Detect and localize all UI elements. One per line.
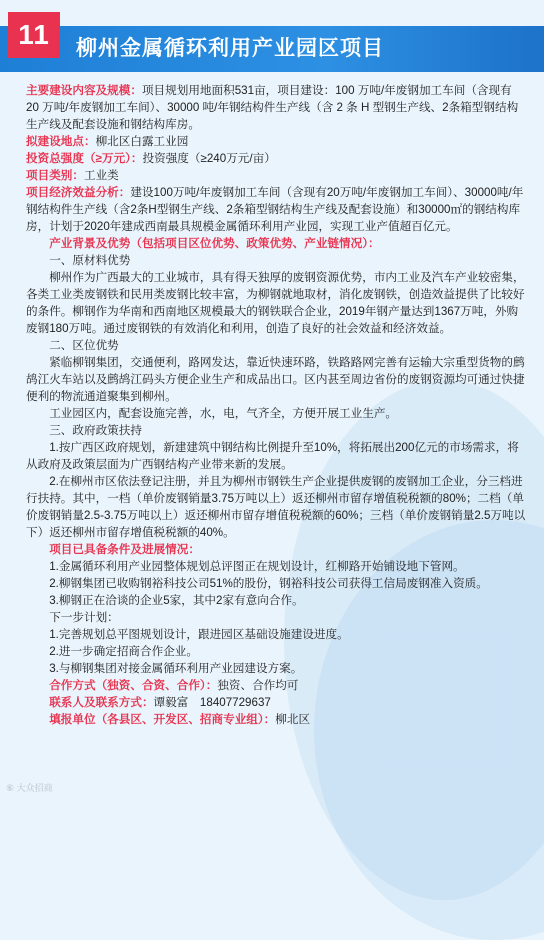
plan-item: 1.完善规划总平图规划设计，跟进园区基础设施建设进度。 [49,628,349,641]
location [26,133,526,150]
cooperation-text: 独资、合作均可 [217,679,299,692]
contact [26,694,526,711]
benefit-label: 项目经济效益分析： [26,186,131,199]
category-text: 工业类 [83,169,119,182]
section-3-title: 三、政府政策扶持 [49,424,142,437]
section-3-policy-2: 2.在柳州市区依法登记注册，并且为柳州市钢铁生产企业提供废钢的废钢加工企业，分三档进行扶持。其中，一档（单价废钢销量3.75万吨以上）返还柳州市留存增值税税额的80%；二档（单价废钢销量2.5-3.75万吨以上）返还柳州市留存增值税税额的60%；三档（单价废钢销量2.5万吨以下）返还柳州市留存增值税税额的40%。 [26,475,526,539]
background-label: 产业背景及优势（包括项目区位优势、政策优势、产业链情况）： [49,237,380,250]
plan-item: 3.与柳钢集团对接金属循环利用产业园建设方案。 [49,662,303,675]
page-title: 柳州金属循环利用产业园区项目 [76,37,384,60]
location-label: 拟建设地点： [26,135,96,148]
plan-item: 2.进一步确定招商合作企业。 [49,645,198,658]
intensity-text: 投资强度（≥240万元/亩） [142,152,276,165]
unit-text: 柳北区 [275,713,311,726]
project-category [26,167,526,184]
investment-intensity [26,150,526,167]
construction-scale-label: 主要建设内容及规模： [26,84,142,97]
project-content [26,82,526,728]
construction-scale-text: 项目规划用地面积531亩，项目建设：100 万吨/年废钢加工车间（含现有 20 万吨/年废钢加工车间）、30000 吨/年钢结构件生产线（含 2 条 H 型钢生产线、2条箱型钢结构生产线及配套设施和钢结构库房。 [26,84,519,131]
section-2-text: 紧临柳钢集团，交通便利，路网发达，靠近快速环路，铁路路网完善有运输大宗重型货物的鹧鸪江火车站以及鹧鸪江码头方便企业生产和成品出口。区内甚至周边省份的废钢资源均可通过快捷便利的物流通道聚集到柳州。 [26,356,525,403]
reporting-unit [26,711,526,728]
benefit-text: 建设100万吨/年废钢加工车间（含现有20万吨/年废钢加工车间）、30000吨/年钢结构件生产线（含2条H型钢生产线、2条箱型钢结构生产线及配套设施）和30000㎡的钢结构库房，计划于2020年建成西南最具规模金属循环利用产业园，实现工业产值超百亿元。 [26,186,524,233]
unit-label: 填报单位（各县区、开发区、招商专业组）： [49,713,276,726]
progress-label: 项目已具备条件及进展情况： [49,543,200,556]
contact-label: 联系人及联系方式： [49,696,154,709]
cooperation-mode [26,677,526,694]
section-3-policy-1: 1.按广西区政府规划，新建建筑中钢结构比例提升至10%，将拓展出200亿元的市场需求，将从政府及政策层面为广西钢结构产业带来新的发展。 [26,441,519,471]
section-1-text: 柳州作为广西最大的工业城市，具有得天独厚的废钢资源优势，市内工业及汽车产业较密集，各类工业类废钢铁和民用类废钢比较丰富，为柳钢就地取材，消化废钢铁，创造效益提供了比较好的条件。柳钢作为华南和西南地区规模最大的钢铁联合企业，2019年钢产量达到1367万吨，外购废钢180万吨。通过废钢铁的有效消化和利用，创造了良好的社会效益和经济效益。 [26,271,525,335]
section-2-title: 二、区位优势 [49,339,119,352]
location-text: 柳北区白露工业园 [95,135,189,148]
project-number-badge: 11 [8,12,60,58]
contact-text: 谭毅富 18407729637 [153,696,271,709]
plan-title: 下一步计划： [49,611,119,624]
section-1-title: 一、原材料优势 [49,254,131,267]
watermark: ⑥ 大众招商 [6,783,53,793]
construction-scale [26,82,526,133]
section-2-text-2: 工业园区内，配套设施完善，水，电，气齐全，方便开展工业生产。 [49,407,398,420]
cooperation-label: 合作方式（独资、合资、合作）： [49,679,218,692]
progress-item: 3.柳钢正在洽谈的企业5家，其中2家有意向合作。 [49,594,304,607]
economic-benefit [26,184,526,235]
progress-item: 1.金属循环利用产业园整体规划总评图正在规划设计，红柳路开始铺设地下管网。 [49,560,465,573]
progress-item: 2.柳钢集团已收购钢裕科技公司51%的股份，钢裕科技公司获得工信局废钢准入资质。 [49,577,488,590]
category-label: 项目类别： [26,169,84,182]
intensity-label: 投资总强度（≥万元）： [26,152,143,165]
